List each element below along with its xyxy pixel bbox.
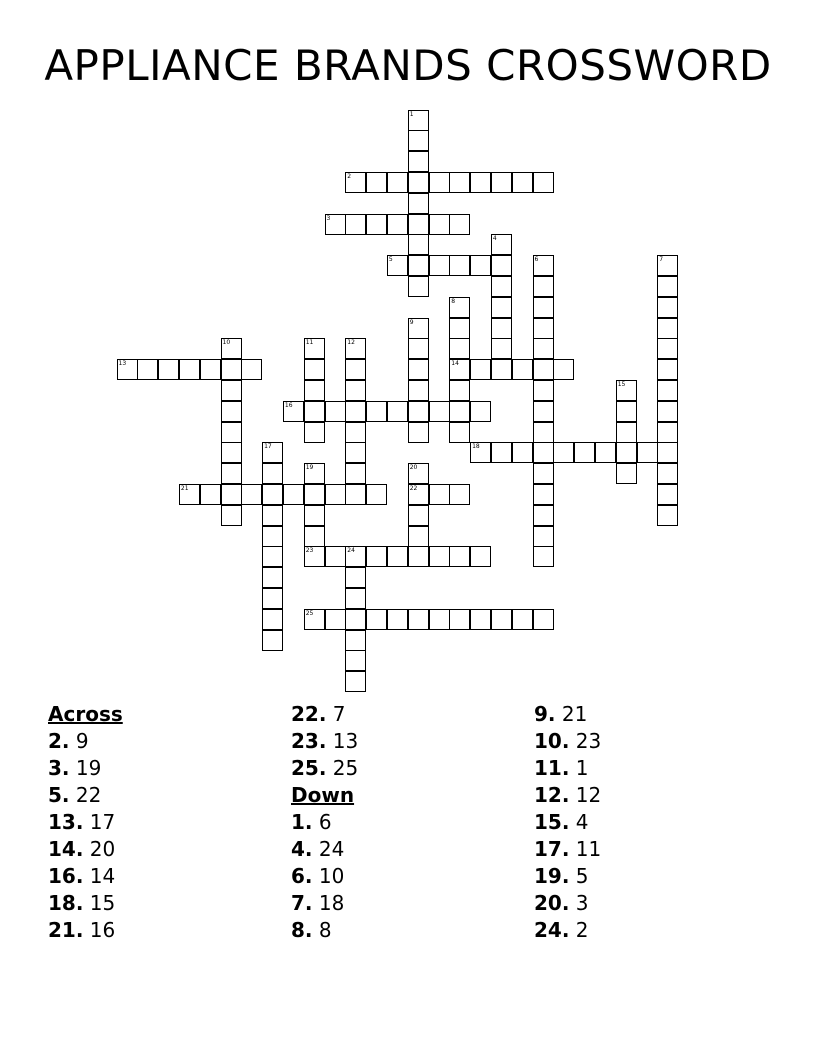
clue-number-14: 14 bbox=[451, 360, 459, 368]
crossword-cell[interactable] bbox=[408, 234, 429, 255]
crossword-cell[interactable] bbox=[429, 214, 450, 235]
crossword-cell[interactable] bbox=[616, 401, 637, 422]
crossword-cell[interactable] bbox=[429, 484, 450, 505]
clue-number-15: 15 bbox=[617, 380, 626, 388]
clue-across-5: 5. 22 bbox=[48, 783, 102, 807]
crossword-cell[interactable] bbox=[657, 422, 678, 443]
crossword-cell[interactable] bbox=[470, 172, 491, 193]
clue-down-6: 6. 10 bbox=[291, 864, 345, 888]
crossword-cell[interactable] bbox=[387, 609, 408, 630]
crossword-cell[interactable] bbox=[262, 588, 283, 609]
clue-number-4: 4 bbox=[492, 235, 497, 243]
clue-number-8: 8 bbox=[451, 297, 456, 305]
crossword-cell[interactable] bbox=[366, 546, 387, 567]
crossword-cell[interactable] bbox=[262, 630, 283, 651]
crossword-cell[interactable] bbox=[491, 359, 512, 380]
clue-number-2: 2 bbox=[347, 172, 352, 180]
crossword-cell[interactable] bbox=[221, 484, 242, 505]
crossword-cell[interactable] bbox=[491, 255, 512, 276]
crossword-cell[interactable] bbox=[533, 359, 554, 380]
crossword-cell[interactable] bbox=[533, 297, 554, 318]
crossword-cell[interactable] bbox=[595, 442, 616, 463]
crossword-cell[interactable] bbox=[221, 359, 242, 380]
crossword-cell[interactable] bbox=[533, 338, 554, 359]
crossword-cell[interactable] bbox=[533, 484, 554, 505]
crossword-cell[interactable] bbox=[657, 463, 678, 484]
clue-number-17: 17 bbox=[264, 443, 272, 451]
crossword-cell[interactable] bbox=[470, 401, 491, 422]
clue-number-13: 13 bbox=[118, 360, 127, 368]
clue-number-7: 7 bbox=[659, 256, 664, 264]
crossword-cell[interactable] bbox=[262, 505, 283, 526]
clue-down-11: 11. 1 bbox=[534, 756, 589, 780]
crossword-cell[interactable] bbox=[345, 484, 366, 505]
crossword-cell[interactable] bbox=[533, 463, 554, 484]
crossword-cell[interactable] bbox=[408, 609, 429, 630]
clue-number-12: 12 bbox=[347, 339, 355, 347]
crossword-cell[interactable] bbox=[221, 401, 242, 422]
crossword-cell[interactable] bbox=[512, 442, 533, 463]
crossword-cell[interactable] bbox=[408, 422, 429, 443]
crossword-cell[interactable] bbox=[657, 318, 678, 339]
crossword-cell[interactable] bbox=[408, 526, 429, 547]
crossword-cell[interactable] bbox=[429, 609, 450, 630]
crossword-cell[interactable] bbox=[657, 484, 678, 505]
clue-number-3: 3 bbox=[326, 214, 331, 222]
crossword-cell[interactable] bbox=[325, 484, 346, 505]
clue-number-5: 5 bbox=[388, 256, 393, 264]
clue-down-24: 24. 2 bbox=[534, 918, 589, 942]
crossword-cell[interactable] bbox=[304, 401, 325, 422]
crossword-cell[interactable] bbox=[325, 401, 346, 422]
crossword-cell[interactable] bbox=[221, 505, 242, 526]
crossword-cell[interactable] bbox=[449, 422, 470, 443]
crossword-cell[interactable] bbox=[200, 359, 221, 380]
clue-number-23: 23 bbox=[305, 547, 314, 555]
clues-column-1 bbox=[48, 701, 288, 944]
crossword-cell[interactable] bbox=[429, 546, 450, 567]
crossword-cell[interactable] bbox=[262, 567, 283, 588]
clue-number-19: 19 bbox=[305, 464, 314, 472]
crossword-cell[interactable] bbox=[470, 609, 491, 630]
crossword-cell[interactable] bbox=[325, 546, 346, 567]
clue-down-1: 1. 6 bbox=[291, 810, 332, 834]
crossword-cell[interactable] bbox=[429, 255, 450, 276]
crossword-cell[interactable] bbox=[616, 422, 637, 443]
clue-number-10: 10 bbox=[222, 339, 231, 347]
clue-down-17: 17. 11 bbox=[534, 837, 602, 861]
crossword-cell[interactable] bbox=[553, 442, 574, 463]
clue-number-16: 16 bbox=[284, 401, 293, 409]
clue-across-16: 16. 14 bbox=[48, 864, 116, 888]
clue-across-18: 18. 15 bbox=[48, 891, 116, 915]
crossword-cell[interactable] bbox=[262, 484, 283, 505]
clue-across-25: 25. 25 bbox=[291, 756, 359, 780]
crossword-cell[interactable] bbox=[345, 630, 366, 651]
crossword-cell[interactable] bbox=[616, 442, 637, 463]
crossword-cell[interactable] bbox=[657, 442, 678, 463]
crossword-cell[interactable] bbox=[657, 505, 678, 526]
crossword-cell[interactable] bbox=[345, 442, 366, 463]
crossword-cell[interactable] bbox=[574, 442, 595, 463]
crossword-cell[interactable] bbox=[345, 359, 366, 380]
clue-number-20: 20 bbox=[409, 464, 418, 472]
crossword-cell[interactable] bbox=[345, 609, 366, 630]
crossword-cell[interactable] bbox=[262, 526, 283, 547]
crossword-cell[interactable] bbox=[491, 338, 512, 359]
crossword-cell[interactable] bbox=[366, 484, 387, 505]
crossword-cell[interactable] bbox=[200, 484, 221, 505]
crossword-cell[interactable] bbox=[366, 214, 387, 235]
clue-down-8: 8. 8 bbox=[291, 918, 332, 942]
crossword-cell[interactable] bbox=[533, 422, 554, 443]
crossword-cell[interactable] bbox=[408, 338, 429, 359]
clue-number-21: 21 bbox=[180, 484, 189, 492]
crossword-cell[interactable] bbox=[408, 380, 429, 401]
crossword-cell[interactable] bbox=[387, 546, 408, 567]
crossword-cell[interactable] bbox=[366, 172, 387, 193]
clue-number-24: 24 bbox=[347, 547, 355, 555]
crossword-cell[interactable] bbox=[304, 359, 325, 380]
crossword-cell[interactable] bbox=[408, 130, 429, 151]
clue-across-14: 14. 20 bbox=[48, 837, 116, 861]
clue-down-19: 19. 5 bbox=[534, 864, 589, 888]
crossword-cell[interactable] bbox=[137, 359, 158, 380]
crossword-cell[interactable] bbox=[408, 359, 429, 380]
crossword-cell[interactable] bbox=[262, 463, 283, 484]
crossword-cell[interactable] bbox=[449, 484, 470, 505]
clue-down-7: 7. 18 bbox=[291, 891, 345, 915]
crossword-cell[interactable] bbox=[470, 255, 491, 276]
crossword-cell[interactable] bbox=[491, 297, 512, 318]
crossword-cell[interactable] bbox=[533, 401, 554, 422]
crossword-cell[interactable] bbox=[429, 172, 450, 193]
clue-across-2: 2. 9 bbox=[48, 729, 89, 753]
crossword-cell[interactable] bbox=[616, 463, 637, 484]
crossword-cell[interactable] bbox=[283, 484, 304, 505]
crossword-cell[interactable] bbox=[429, 401, 450, 422]
crossword-cell[interactable] bbox=[491, 609, 512, 630]
crossword-cell[interactable] bbox=[221, 463, 242, 484]
crossword-cell[interactable] bbox=[449, 255, 470, 276]
crossword-cell[interactable] bbox=[221, 422, 242, 443]
crossword-cell[interactable] bbox=[491, 318, 512, 339]
crossword-cell[interactable] bbox=[449, 172, 470, 193]
crossword-cell[interactable] bbox=[533, 172, 554, 193]
crossword-cell[interactable] bbox=[304, 380, 325, 401]
crossword-cell[interactable] bbox=[491, 172, 512, 193]
clue-number-9: 9 bbox=[409, 318, 414, 326]
crossword-cell[interactable] bbox=[408, 255, 429, 276]
crossword-cell[interactable] bbox=[408, 214, 429, 235]
clue-number-1: 1 bbox=[409, 110, 414, 118]
crossword-cell[interactable] bbox=[657, 338, 678, 359]
crossword-cell[interactable] bbox=[512, 609, 533, 630]
crossword-cell[interactable] bbox=[408, 276, 429, 297]
crossword-cell[interactable] bbox=[533, 505, 554, 526]
clue-down-12: 12. 12 bbox=[534, 783, 602, 807]
crossword-cell[interactable] bbox=[637, 442, 658, 463]
crossword-cell[interactable] bbox=[449, 609, 470, 630]
clues-column-2 bbox=[291, 701, 531, 944]
crossword-cell[interactable] bbox=[408, 172, 429, 193]
crossword-cell[interactable] bbox=[408, 151, 429, 172]
crossword-cell[interactable] bbox=[345, 401, 366, 422]
clue-down-20: 20. 3 bbox=[534, 891, 589, 915]
crossword-cell[interactable] bbox=[449, 318, 470, 339]
crossword-cell[interactable] bbox=[657, 401, 678, 422]
crossword-cell[interactable] bbox=[491, 276, 512, 297]
crossword-cell[interactable] bbox=[345, 422, 366, 443]
crossword-cell[interactable] bbox=[449, 546, 470, 567]
crossword-cell[interactable] bbox=[345, 588, 366, 609]
crossword-cell[interactable] bbox=[533, 526, 554, 547]
crossword-cell[interactable] bbox=[533, 380, 554, 401]
crossword-cell[interactable] bbox=[387, 401, 408, 422]
crossword-cell[interactable] bbox=[512, 359, 533, 380]
clue-number-6: 6 bbox=[534, 256, 539, 264]
crossword-cell[interactable] bbox=[533, 318, 554, 339]
crossword-cell[interactable] bbox=[408, 401, 429, 422]
crossword-cell[interactable] bbox=[387, 214, 408, 235]
clue-down-10: 10. 23 bbox=[534, 729, 602, 753]
crossword-cell[interactable] bbox=[533, 609, 554, 630]
down-heading: Down bbox=[291, 783, 355, 807]
across-heading: Across bbox=[48, 702, 123, 726]
crossword-cell[interactable] bbox=[449, 401, 470, 422]
crossword-cell[interactable] bbox=[179, 359, 200, 380]
crossword-cell[interactable] bbox=[533, 276, 554, 297]
clue-down-9: 9. 21 bbox=[534, 702, 588, 726]
page-title: APPLIANCE BRANDS CROSSWORD bbox=[44, 41, 772, 90]
clue-across-13: 13. 17 bbox=[48, 810, 116, 834]
crossword-cell[interactable] bbox=[262, 546, 283, 567]
clue-across-21: 21. 16 bbox=[48, 918, 116, 942]
crossword-cell[interactable] bbox=[221, 442, 242, 463]
crossword-cell[interactable] bbox=[491, 442, 512, 463]
crossword-cell[interactable] bbox=[345, 214, 366, 235]
crossword-cell[interactable] bbox=[408, 505, 429, 526]
crossword-cell[interactable] bbox=[158, 359, 179, 380]
clue-number-11: 11 bbox=[305, 339, 314, 347]
crossword-cell[interactable] bbox=[345, 671, 366, 692]
crossword-cell[interactable] bbox=[449, 380, 470, 401]
clue-across-22: 22. 7 bbox=[291, 702, 346, 726]
crossword-cell[interactable] bbox=[345, 380, 366, 401]
crossword-cell[interactable] bbox=[345, 650, 366, 671]
clue-number-22: 22 bbox=[409, 484, 418, 492]
crossword-cell[interactable] bbox=[345, 567, 366, 588]
crossword-cell[interactable] bbox=[470, 546, 491, 567]
crossword-cell[interactable] bbox=[470, 359, 491, 380]
crossword-cell[interactable] bbox=[366, 401, 387, 422]
crossword-cell[interactable] bbox=[533, 546, 554, 567]
crossword-cell[interactable] bbox=[533, 442, 554, 463]
clue-across-3: 3. 19 bbox=[48, 756, 102, 780]
crossword-cell[interactable] bbox=[657, 276, 678, 297]
clue-down-4: 4. 24 bbox=[291, 837, 345, 861]
crossword-cell[interactable] bbox=[657, 380, 678, 401]
crossword-cell[interactable] bbox=[304, 422, 325, 443]
crossword-cell[interactable] bbox=[241, 484, 262, 505]
crossword-cell[interactable] bbox=[449, 214, 470, 235]
crossword-cell[interactable] bbox=[304, 526, 325, 547]
crossword-cell[interactable] bbox=[304, 484, 325, 505]
crossword-cell[interactable] bbox=[345, 463, 366, 484]
crossword-cell[interactable] bbox=[657, 297, 678, 318]
clues-column-3 bbox=[534, 701, 774, 944]
crossword-cell[interactable] bbox=[325, 609, 346, 630]
crossword-cell[interactable] bbox=[387, 172, 408, 193]
crossword-cell[interactable] bbox=[408, 193, 429, 214]
crossword-cell[interactable] bbox=[241, 359, 262, 380]
crossword-cell[interactable] bbox=[408, 546, 429, 567]
crossword-cell[interactable] bbox=[449, 338, 470, 359]
clue-across-23: 23. 13 bbox=[291, 729, 359, 753]
clue-number-18: 18 bbox=[472, 443, 480, 451]
crossword-cell[interactable] bbox=[512, 172, 533, 193]
crossword-cell[interactable] bbox=[553, 359, 574, 380]
crossword-cell[interactable] bbox=[657, 359, 678, 380]
crossword-cell[interactable] bbox=[221, 380, 242, 401]
crossword-cell[interactable] bbox=[262, 609, 283, 630]
clue-number-25: 25 bbox=[305, 609, 314, 617]
crossword-cell[interactable] bbox=[304, 505, 325, 526]
crossword-cell[interactable] bbox=[366, 609, 387, 630]
clue-down-15: 15. 4 bbox=[534, 810, 589, 834]
